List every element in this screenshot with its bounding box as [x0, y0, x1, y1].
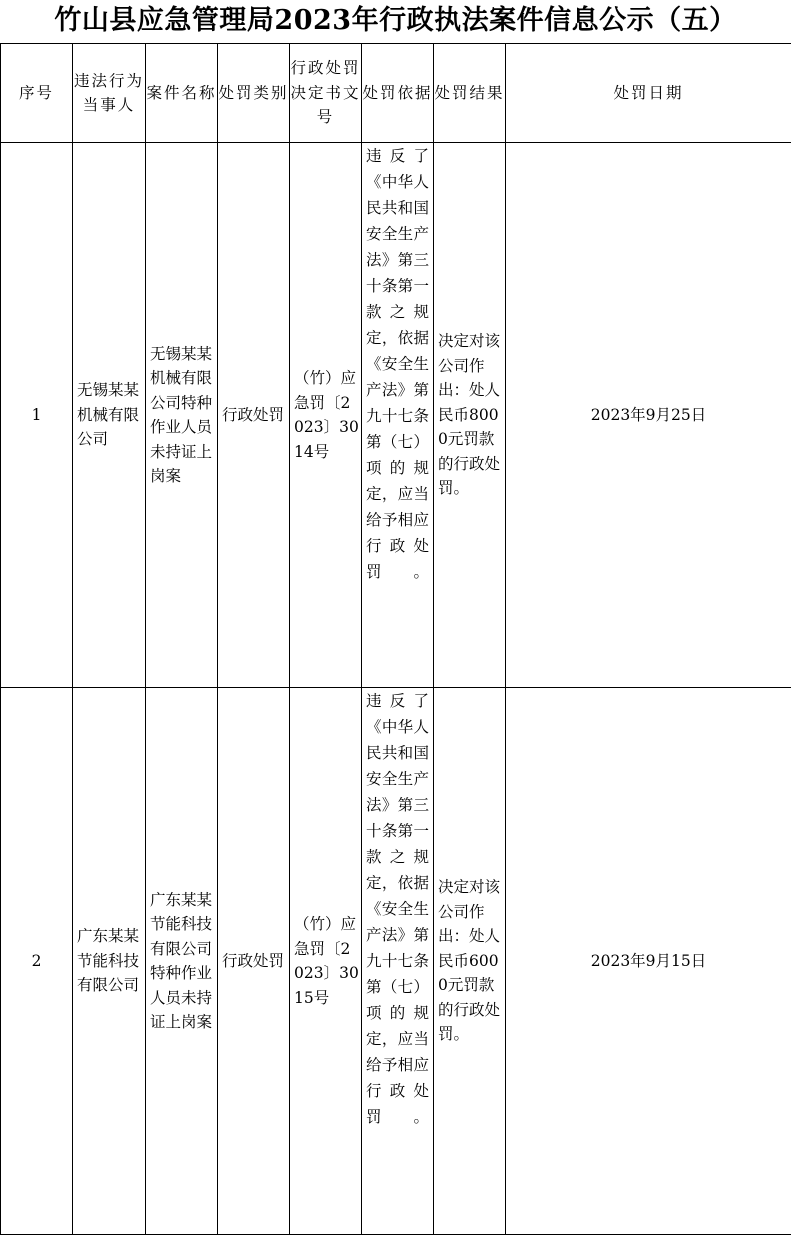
- col-header-party: 违法行为当事人: [73, 44, 146, 143]
- col-header-date: 处罚日期: [506, 44, 791, 143]
- row-basis: 违反了《中华人民共和国安全生产法》第三十条第一款之规定，依据《安全生产法》第九十七条第（七）项的规定，应当给予相应行政处罚。: [362, 143, 434, 688]
- row-category: 行政处罚: [218, 143, 290, 688]
- row-case-name: 无锡某某机械有限公司特种作业人员未持证上岗案: [146, 143, 218, 688]
- col-header-result: 处罚结果: [434, 44, 506, 143]
- row-doc-no: （竹）应急罚〔2023〕3015号: [290, 688, 362, 1235]
- row-date: 2023年9月15日: [506, 688, 791, 1235]
- row-index: 1: [1, 143, 73, 688]
- row-index: 2: [1, 688, 73, 1235]
- table-row: [1, 143, 791, 688]
- row-doc-no: （竹）应急罚〔2023〕3014号: [290, 143, 362, 688]
- page-title: 竹山县应急管理局2023年行政执法案件信息公示（五）: [54, 5, 737, 36]
- case-table: [0, 43, 791, 1235]
- row-result: 决定对该公司作出：处人民币6000元罚款的行政处罚。: [434, 688, 506, 1235]
- col-header-basis: 处罚依据: [362, 44, 434, 143]
- row-date: 2023年9月25日: [506, 143, 791, 688]
- col-header-index: 序号: [1, 44, 73, 143]
- col-header-category: 处罚类别: [218, 44, 290, 143]
- table-row: [1, 688, 791, 1235]
- row-category: 行政处罚: [218, 688, 290, 1235]
- col-header-case-name: 案件名称: [146, 44, 218, 143]
- row-basis: 违反了《中华人民共和国安全生产法》第三十条第一款之规定，依据《安全生产法》第九十七条第（七）项的规定，应当给予相应行政处罚。: [362, 688, 434, 1235]
- row-party: 无锡某某机械有限公司: [73, 143, 146, 688]
- col-header-doc-no: 行政处罚决定书文号: [290, 44, 362, 143]
- row-party: 广东某某节能科技有限公司: [73, 688, 146, 1235]
- row-result: 决定对该公司作出：处人民币8000元罚款的行政处罚。: [434, 143, 506, 688]
- row-case-name: 广东某某节能科技有限公司特种作业人员未持证上岗案: [146, 688, 218, 1235]
- table-header-row: [1, 44, 791, 143]
